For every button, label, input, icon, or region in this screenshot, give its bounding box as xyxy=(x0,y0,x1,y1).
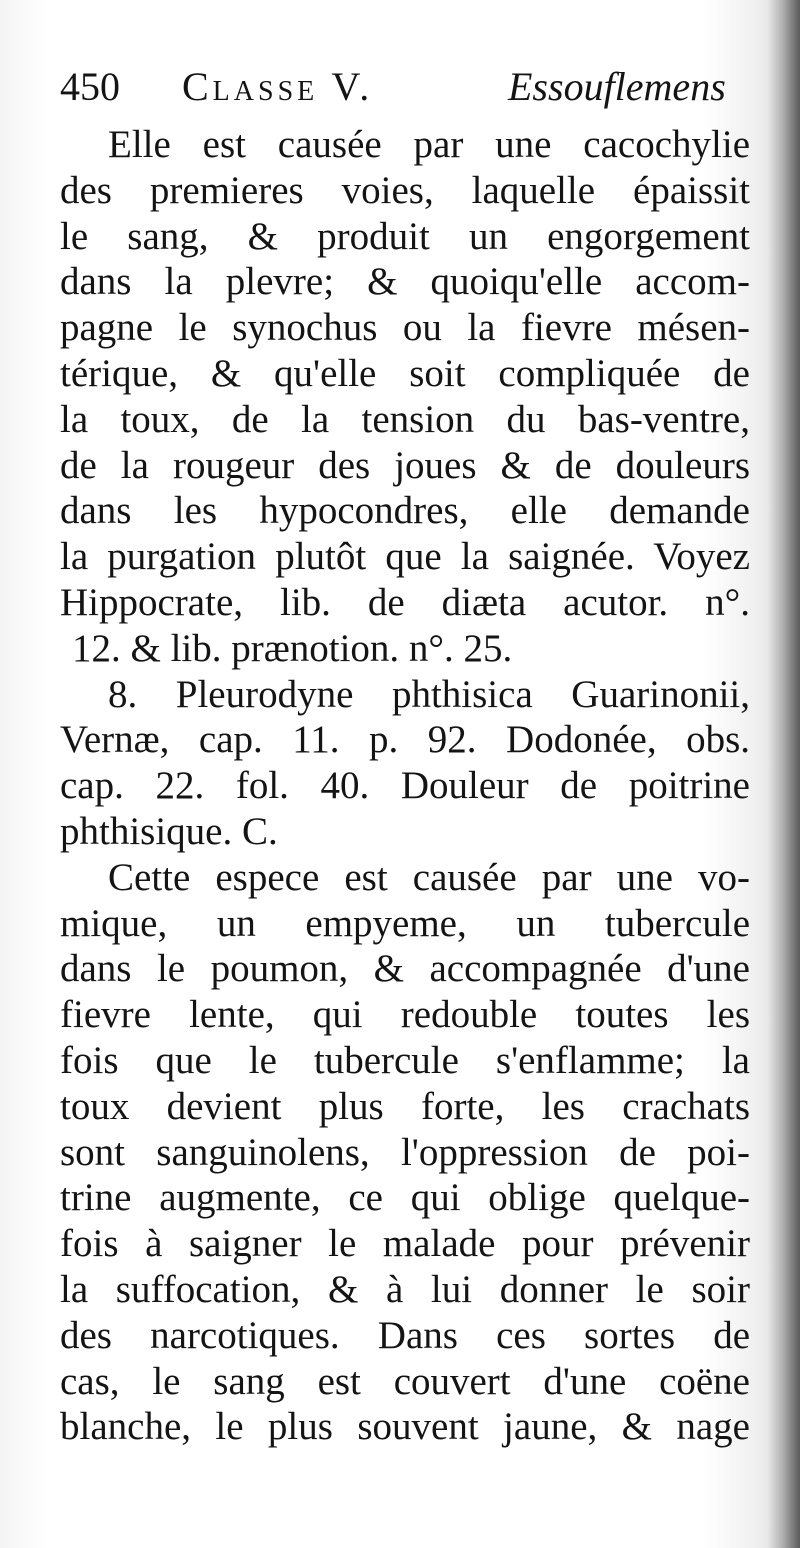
text-line: sont sanguinolens, l'oppression de poi- xyxy=(60,1130,750,1174)
text-line: cas, le sang est couvert d'une coëne xyxy=(60,1359,750,1403)
text-line: phthisique. C. xyxy=(60,809,278,853)
page-shadow-edge xyxy=(768,0,800,1548)
text-line: pagne le synochus ou la fievre mésen- xyxy=(60,306,750,350)
page-number: 450 xyxy=(60,64,120,109)
body-text xyxy=(60,122,750,1450)
text-line: Elle est causée par une cacochylie xyxy=(108,123,750,166)
text-line: blanche, le plus souvent jaune, & nage xyxy=(60,1405,750,1449)
text-line: 8. Pleurodyne phthisica Guarinonii, xyxy=(108,672,750,716)
text-line: dans la plevre; & quoiqu'elle accom- xyxy=(60,260,750,304)
class-title: Classe V. xyxy=(182,64,374,109)
text-line: fois que le tubercule s'enflamme; la xyxy=(60,1038,750,1082)
text-line: cap. 22. fol. 40. Douleur de poitrine xyxy=(60,764,750,808)
text-line: mique, un empyeme, un tubercule xyxy=(60,901,750,945)
text-line: des narcotiques. Dans ces sortes de xyxy=(60,1313,750,1357)
text-line: Vernæ, cap. 11. p. 92. Dodonée, obs. xyxy=(60,718,750,762)
text-line: Hippocrate, lib. de diæta acutor. n°. xyxy=(60,580,750,624)
running-header xyxy=(60,62,760,112)
text-line: Cette espece est causée par une vo- xyxy=(108,855,750,899)
text-line: térique, & qu'elle soit compliquée de xyxy=(60,351,750,395)
text-line: dans le poumon, & accompagnée d'une xyxy=(60,947,750,991)
text-line: la suffocation, & à lui donner le soir xyxy=(60,1267,750,1311)
text-line: 12. & lib. prænotion. n°. 25. xyxy=(72,626,513,670)
text-line: toux devient plus forte, les crachats xyxy=(60,1084,750,1128)
section-title: Essouflemens xyxy=(508,64,726,109)
text-line: la toux, de la tension du bas-ventre, xyxy=(60,397,750,441)
text-line: la purgation plutôt que la saignée. Voyez xyxy=(60,535,750,579)
text-line: fois à saigner le malade pour prévenir xyxy=(60,1222,750,1266)
text-line: le sang, & produit un engorgement xyxy=(60,214,750,258)
text-line: dans les hypocondres, elle demande xyxy=(60,489,750,533)
text-line: trine augmente, ce qui oblige quelque- xyxy=(60,1176,750,1220)
text-line: des premieres voies, laquelle épaissit xyxy=(60,168,750,212)
text-line: fievre lente, qui redouble toutes les xyxy=(60,993,750,1037)
text-line: de la rougeur des joues & de douleurs xyxy=(60,443,750,487)
